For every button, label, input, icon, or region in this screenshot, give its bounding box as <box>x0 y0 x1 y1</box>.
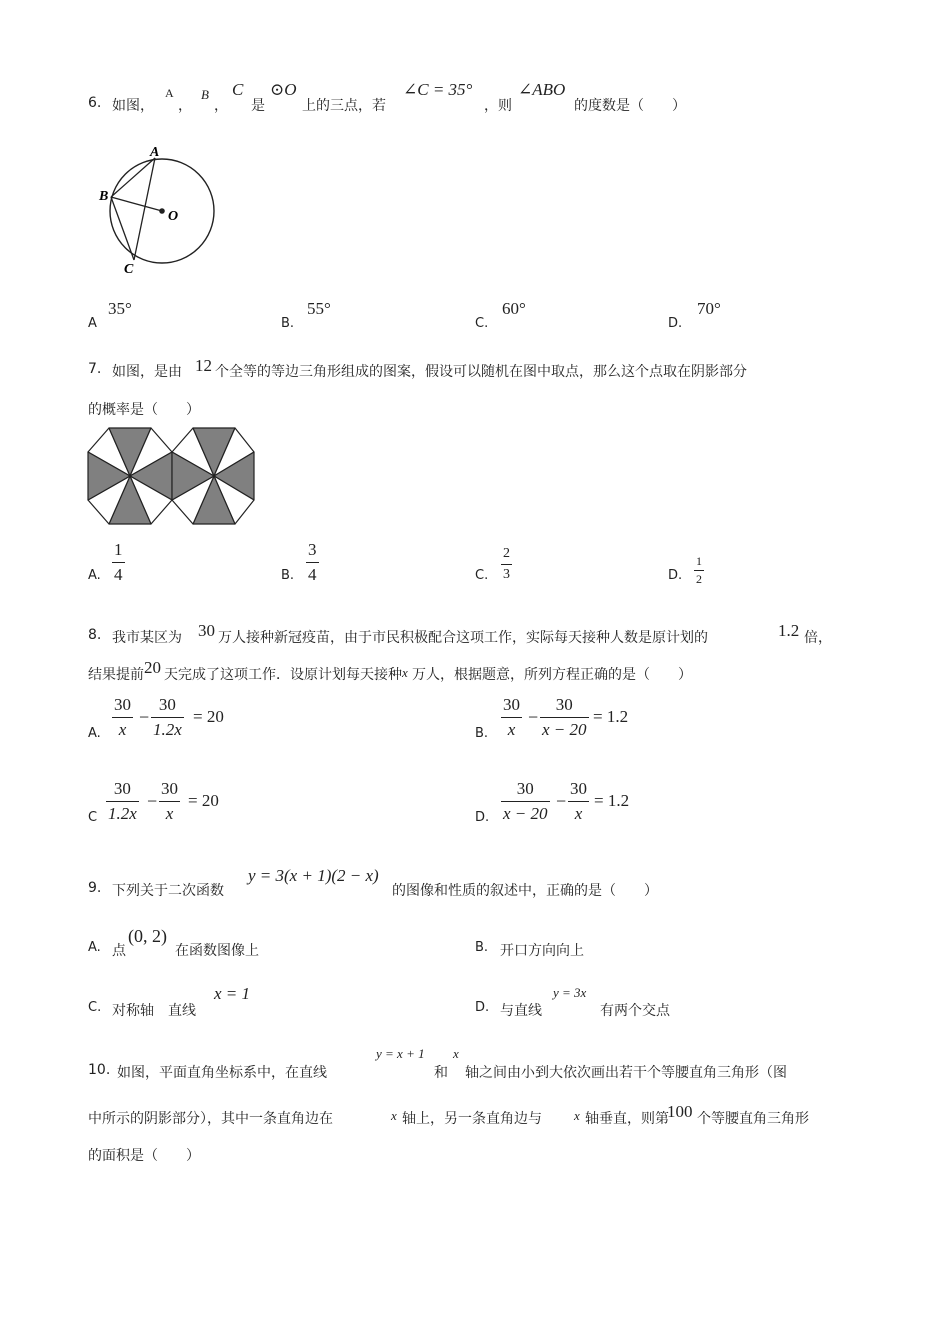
fig-label-o: O <box>168 209 179 224</box>
q7-text-3: 的概率是（ ） <box>88 402 200 418</box>
q10-text-7: 个等腰直角三角形 <box>697 1111 809 1127</box>
q9-option-c-equation: x = 1 <box>214 984 251 1003</box>
q8-text-6: 万人，根据题意，所列方程正确的是（ ） <box>412 667 692 683</box>
q7-c-numerator: 2 <box>503 546 510 561</box>
q8-number-30: 30 <box>198 621 215 640</box>
q7-option-d-label: D. <box>668 568 683 583</box>
q6-text-5: 的度数是（ ） <box>574 98 686 114</box>
q7-option-a-fraction <box>112 540 125 585</box>
q7-d-numerator: 1 <box>696 554 702 568</box>
q8-d-fraction-1: 30 x − 20 <box>503 779 548 823</box>
q9-option-a-label: A. <box>88 940 101 955</box>
q8-c-rhs: = 20 <box>188 791 219 810</box>
q7-option-d-fraction <box>694 554 704 587</box>
q9-option-d-label: D. <box>475 1000 490 1015</box>
q8-a-fraction-1: 30 x <box>114 695 131 739</box>
q8-number-20: 20 <box>144 658 161 677</box>
q9-option-d-text-2: 有两个交点 <box>600 1003 670 1019</box>
q7-number: 7. <box>88 361 102 377</box>
q7-b-denominator: 4 <box>308 565 317 584</box>
q8-b-rhs: = 1.2 <box>593 707 629 726</box>
q7-option-c-fraction <box>501 546 512 583</box>
q10-x-axis: x <box>453 1046 459 1061</box>
q9-option-b-label: B. <box>475 940 489 955</box>
q8-a-fraction-2: 30 1.2x <box>153 695 182 739</box>
q7-option-b-label: B. <box>281 568 295 583</box>
q8-d-rhs: = 1.2 <box>594 791 630 810</box>
q9-option-c-label: C. <box>88 1000 102 1015</box>
q8-text-5: 天完成了这项工作．设原计划每天接种 <box>164 667 402 683</box>
q6-text-2: 是 <box>251 98 265 114</box>
q8-a-rhs: = 20 <box>193 707 224 726</box>
q6-option-b-label: B. <box>281 316 295 331</box>
q7-d-denominator: 2 <box>696 572 702 586</box>
q10-text-1: 如图，平面直角坐标系中，在直线 <box>117 1065 327 1081</box>
q7-number-12: 12 <box>195 356 212 375</box>
q9-function: y = 3(x + 1)(2 − x) <box>248 866 379 885</box>
segment-bo <box>111 197 162 211</box>
q6-point-c: C <box>232 80 244 99</box>
q10-x-2: x <box>574 1108 580 1123</box>
q6-option-b-value: 55° <box>307 299 331 318</box>
segment-bc <box>111 197 134 260</box>
q9-text-1: 下列关于二次函数 <box>112 883 224 899</box>
q10-x-1: x <box>391 1108 397 1123</box>
q7-option-a-label: A. <box>88 568 101 583</box>
q6-point-b: B <box>201 87 209 102</box>
q8-d-minus: − <box>556 791 567 811</box>
q6-text-4: ，则 <box>484 98 512 114</box>
q6-number: 6. <box>88 95 102 111</box>
q8-a-minus: − <box>139 707 150 727</box>
q10-text-2: 和 <box>434 1065 448 1081</box>
q9-option-a-text-1: 点 <box>112 943 126 959</box>
center-point-o <box>159 208 165 214</box>
q10-line-equation: y = x + 1 <box>376 1046 425 1061</box>
q8-c-minus: − <box>147 791 158 811</box>
q9-number: 9. <box>88 880 102 896</box>
q8-c-fraction-1: 30 1.2x <box>108 779 137 823</box>
q8-text-4: 结果提前 <box>88 667 144 683</box>
q7-triangle-pattern <box>86 427 256 525</box>
q10-text-5: 轴上，另一条直角边与 <box>402 1111 542 1127</box>
q7-option-c-label: C. <box>475 568 489 583</box>
q10-number-100: 100 <box>667 1102 693 1121</box>
q6-option-c-label: C. <box>475 316 489 331</box>
q8-b-fraction-1: 30 x <box>503 695 520 739</box>
q7-text-2: 个全等的等边三角形组成的图案，假设可以随机在图中取点，那么这个点取在阴影部分 <box>215 364 747 380</box>
q7-a-denominator: 4 <box>114 565 123 584</box>
q6-circle-figure <box>95 140 225 275</box>
fig-label-b: B <box>99 189 109 204</box>
q8-text-3: 倍， <box>804 630 832 646</box>
q9-text-2: 的图像和性质的叙述中，正确的是（ ） <box>392 883 658 899</box>
q6-option-a-label: A <box>88 316 97 331</box>
q8-d-fraction-2: 30 x <box>570 779 587 823</box>
q8-option-c-label: C <box>88 810 98 825</box>
q8-b-fraction-2: 30 x − 20 <box>542 695 587 739</box>
q8-c-fraction-2: 30 x <box>161 779 178 823</box>
q6-option-a-value: 35° <box>108 299 132 318</box>
q8-variable-x: x <box>402 665 408 680</box>
q6-option-d-value: 70° <box>697 299 721 318</box>
q10-text-4: 中所示的阴影部分），其中一条直角边在 <box>88 1111 333 1127</box>
q9-option-b-text: 开口方向向上 <box>500 943 584 959</box>
q9-option-a-point: (0, 2) <box>128 926 167 946</box>
q7-b-numerator: 3 <box>308 540 317 559</box>
q9-option-c-text: 对称轴 直线 <box>112 1003 196 1019</box>
q7-c-denominator: 3 <box>503 567 510 582</box>
q8-text-2: 万人接种新冠疫苗，由于市民积极配合这项工作，实际每天接种人数是原计划的 <box>218 630 708 646</box>
q9-option-d-equation: y = 3x <box>553 985 587 1000</box>
q9-option-a-text-2: 在函数图像上 <box>175 943 259 959</box>
fig-label-a: A <box>150 145 160 160</box>
q6-angle-abo: ∠ABO <box>518 80 566 99</box>
q8-option-a-label: A. <box>88 726 101 741</box>
q10-text-3: 轴之间由小到大依次画出若干个等腰直角三角形（图 <box>465 1065 787 1081</box>
q10-number: 10. <box>88 1062 111 1078</box>
q8-b-minus: − <box>528 707 539 727</box>
q10-text-6: 轴垂直，则第 <box>585 1111 669 1127</box>
q10-text-8: 的面积是（ ） <box>88 1148 200 1164</box>
q8-text-1: 我市某区为 <box>112 630 182 646</box>
q9-option-d-text-1: 与直线 <box>500 1003 542 1019</box>
fig-label-c: C <box>124 262 134 275</box>
q6-option-d-label: D. <box>668 316 683 331</box>
q6-text-1: 如图， <box>112 98 154 114</box>
q7-a-numerator: 1 <box>114 540 123 559</box>
q8-number: 8. <box>88 627 102 643</box>
q6-sep-2: ， <box>214 98 228 114</box>
q8-number-1-2: 1.2 <box>778 621 800 640</box>
q8-option-b-label: B. <box>475 726 489 741</box>
q7-text-1: 如图，是由 <box>112 364 182 380</box>
q6-angle-c: ∠C = 35° <box>403 80 473 99</box>
q6-sep-1: ， <box>178 98 192 114</box>
q6-point-a: A <box>165 86 174 100</box>
q6-text-3: 上的三点，若 <box>302 98 386 114</box>
q6-option-c-value: 60° <box>502 299 526 318</box>
q7-option-b-fraction <box>306 540 319 585</box>
q8-option-d-label: D. <box>475 810 490 825</box>
q6-circle-o: ⊙O <box>270 80 297 99</box>
